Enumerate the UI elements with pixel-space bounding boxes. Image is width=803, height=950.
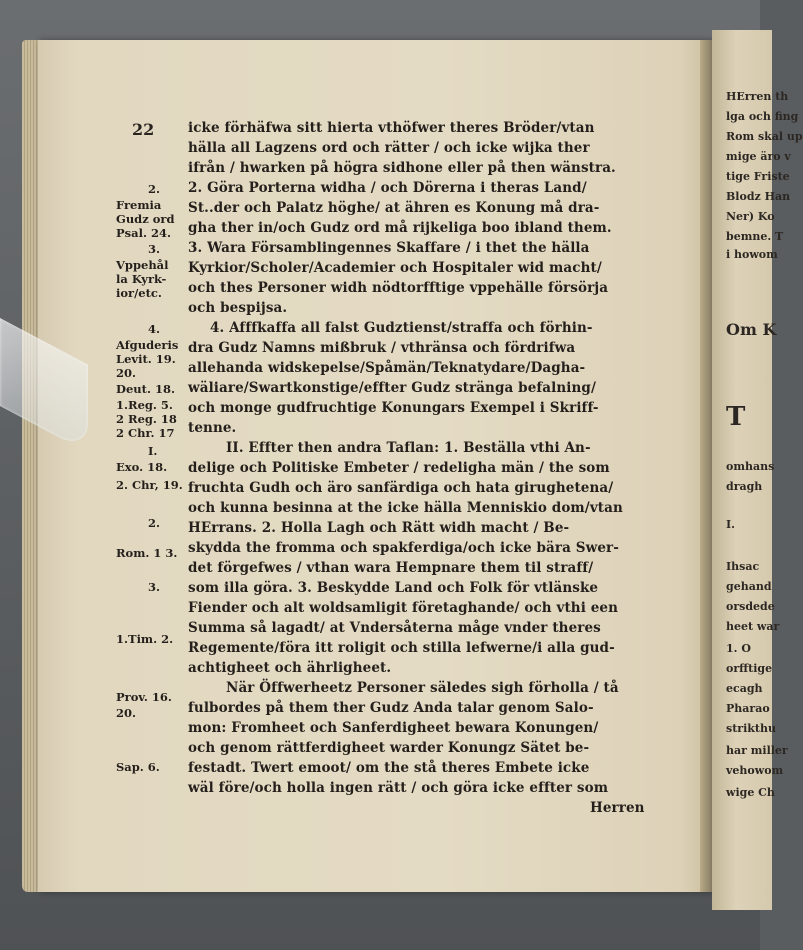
- margin-note: I.: [148, 444, 158, 458]
- text-line: wäl före/och holla ingen rätt / och göra icke effter som: [188, 780, 609, 796]
- text-line: och monge gudfruchtige Konungars Exempel i Skriff-: [188, 400, 599, 416]
- text-line: Regemente/föra itt roligit och stilla lefwerne/i alla gud-: [188, 640, 615, 656]
- text-line: festadt. Twert emoot/ om the stå theres Embete icke: [188, 760, 590, 776]
- text-line: När Öffwerheetz Personer säledes sigh förholla / tå: [226, 680, 619, 696]
- margin-note: Gudz ord: [116, 212, 175, 226]
- facing-line: lga och fing: [726, 110, 799, 123]
- facing-line: gehand: [726, 580, 772, 593]
- facing-line: i howom: [726, 248, 778, 261]
- text-line: 4. Afffkaffa all falst Gudztienst/straffa och förhin-: [210, 320, 593, 336]
- text-line: 2. Göra Porterna widha / och Dörerna i theras Land/: [188, 180, 587, 196]
- facing-line: omhans: [726, 460, 775, 473]
- facing-line: vehowom: [726, 764, 784, 777]
- margin-note: Psal. 24.: [116, 226, 171, 240]
- facing-line: tige Friste: [726, 170, 790, 183]
- facing-line: ecagh: [726, 682, 763, 695]
- margin-note: Prov. 16.: [116, 690, 172, 704]
- margin-note: 1.Reg. 5.: [116, 398, 173, 412]
- facing-line: Om K: [726, 320, 777, 339]
- text-line: det förgefwes / vthan wara Hempnare them til straff/: [188, 560, 594, 576]
- text-line: ifrån / hwarken på högra sidhone eller på then wänstra.: [188, 160, 616, 176]
- text-line: Kyrkior/Scholer/Academier och Hospitaler wid macht/: [188, 260, 602, 276]
- margin-note: 20.: [116, 366, 137, 380]
- margin-note: Levit. 19.: [116, 352, 176, 366]
- text-line: skydda the fromma och spakferdiga/och icke bära Swer-: [188, 540, 619, 556]
- margin-note: 2. Chr, 19.: [116, 478, 183, 492]
- facing-line: HErren th: [726, 90, 789, 103]
- text-line: gha ther in/och Gudz ord må rijkeliga boo ibland them.: [188, 220, 612, 236]
- text-line: tenne.: [188, 420, 237, 436]
- text-line: mon: Fromheet och Sanferdigheet bewara Konungen/: [188, 720, 599, 736]
- text-line: Summa så lagadt/ at Vndersåterna måge vnder theres: [188, 620, 601, 636]
- margin-note: 3.: [148, 242, 161, 256]
- facing-line: strikthu: [726, 722, 776, 735]
- text-line: och genom rättferdigheet warder Konungz Sätet be-: [188, 740, 590, 756]
- facing-line: har miller: [726, 744, 788, 757]
- margin-note: 2 Reg. 18: [116, 412, 177, 426]
- margin-note: Sap. 6.: [116, 760, 160, 774]
- facing-line: orsdede: [726, 600, 775, 613]
- margin-note: la Kyrk-: [116, 272, 167, 286]
- margin-note: 2 Chr. 17: [116, 426, 175, 440]
- margin-note: Exo. 18.: [116, 460, 168, 474]
- facing-line: 1. O: [726, 642, 751, 655]
- text-line: achtigheet och ährligheet.: [188, 660, 392, 676]
- margin-note: ior/etc.: [116, 286, 162, 300]
- text-line: och kunna besinna at the icke hälla Menniskio dom/vtan: [188, 500, 623, 516]
- margin-note: Fremia: [116, 198, 162, 212]
- text-line: fulbordes på them ther Gudz Anda talar genom Salo-: [188, 700, 594, 716]
- facing-initial: T: [726, 402, 746, 432]
- margin-note: Vppehål: [116, 258, 169, 272]
- text-line: och bespijsa.: [188, 300, 288, 316]
- text-line: icke förhäfwa sitt hierta vthöfwer theres Bröder/vtan: [188, 120, 595, 136]
- margin-note: Afguderis: [116, 338, 179, 352]
- text-line: och thes Personer widh nödtorfftige vppehälle försörja: [188, 280, 609, 296]
- margin-note: Deut. 18.: [116, 382, 175, 396]
- text-line: hälla all Lagzens ord och rätter / och icke wijka ther: [188, 140, 590, 156]
- text-line: dra Gudz Namns mißbruk / vthränsa och fördrifwa: [188, 340, 576, 356]
- margin-note: 4.: [148, 322, 161, 336]
- margin-note: 1.Tim. 2.: [116, 632, 174, 646]
- facing-line: dragh: [726, 480, 763, 493]
- margin-note: 2.: [148, 182, 161, 196]
- facing-line: heet war: [726, 620, 780, 633]
- facing-line: bemne. T: [726, 230, 784, 243]
- facing-line: Ihsac: [726, 560, 760, 573]
- facing-line: Rom skal up: [726, 130, 803, 143]
- text-line: II. Effter then andra Taflan: 1. Beställa vthi An-: [226, 440, 591, 456]
- text-line: fruchta Gudh och äro sanfärdiga och hata girughetena/: [188, 480, 614, 496]
- facing-line: Pharao: [726, 702, 770, 715]
- text-line: Fiender och alt woldsamligit företaghande/ och vthi een: [188, 600, 619, 616]
- text-line: St..der och Palatz höghe/ at ähren es Konung må dra-: [188, 200, 600, 216]
- text-line: HErrans. 2. Holla Lagh och Rätt widh macht / Be-: [188, 520, 570, 536]
- margin-note: 2.: [148, 516, 161, 530]
- facing-line: mige äro v: [726, 150, 791, 163]
- facing-line: Ner) Ko: [726, 210, 775, 223]
- page-number: 22: [132, 120, 155, 139]
- facing-line: Blodz Han: [726, 190, 791, 203]
- facing-line: I.: [726, 518, 735, 531]
- margin-note: 3.: [148, 580, 161, 594]
- facing-page: [712, 30, 803, 910]
- text-line: som illa göra. 3. Beskydde Land och Folk för vtlänske: [188, 580, 599, 596]
- margin-note: 20.: [116, 706, 137, 720]
- facing-line: wige Ch: [726, 786, 775, 799]
- text-line: allehanda widskepelse/Spåmän/Teknatydare/Dagha-: [188, 360, 586, 376]
- text-line: wäliare/Swartkonstige/effter Gudz stränga befalning/: [188, 380, 596, 396]
- text-line: 3. Wara Församblingennes Skaffare / i thet the hälla: [188, 240, 590, 256]
- facing-line: orfftige: [726, 662, 773, 675]
- text-line: delige och Politiske Embeter / redeligha män / the som: [188, 460, 610, 476]
- catchword: Herren: [590, 800, 645, 816]
- margin-note: Rom. 1 3.: [116, 546, 178, 560]
